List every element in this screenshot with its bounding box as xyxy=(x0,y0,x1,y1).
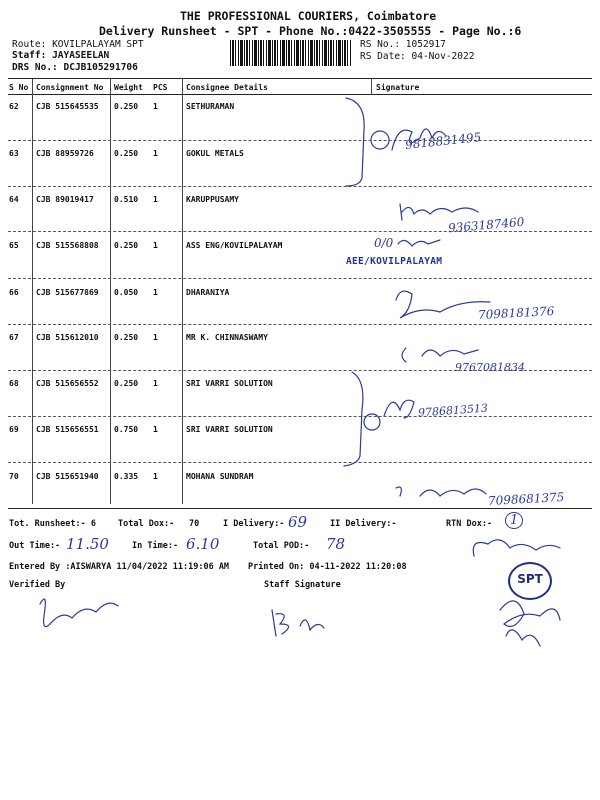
table-row xyxy=(0,379,600,425)
row-weight: 0.050 xyxy=(114,288,139,297)
row-weight: 0.250 xyxy=(114,241,139,250)
rs-no-label: RS No.: xyxy=(360,39,401,50)
row-divider xyxy=(8,140,592,141)
in-time-label: In Time:- xyxy=(132,541,179,551)
row-pcs: 1 xyxy=(153,379,158,388)
office-stamp: AEE/KOVILPALAYAM xyxy=(346,256,443,267)
row-weight: 0.250 xyxy=(114,102,139,111)
col-divider xyxy=(371,79,372,95)
table-header-rule xyxy=(8,94,592,95)
row-consignee: ASS ENG/KOVILPALAYAM xyxy=(186,241,283,250)
rs-date-value: 04-Nov-2022 xyxy=(411,51,475,62)
signature-manager-lower xyxy=(500,601,560,646)
row-consignee: GOKUL METALS xyxy=(186,149,244,158)
seal-text: SPT xyxy=(517,572,543,586)
row-weight: 0.510 xyxy=(114,195,139,204)
signature-note: 7098681375 xyxy=(487,490,565,508)
row-pcs: 1 xyxy=(153,288,158,297)
row-pcs: 1 xyxy=(153,241,158,250)
rs-no-line xyxy=(360,39,446,50)
out-time-label: Out Time:- xyxy=(9,541,61,551)
total-pod-label: Total POD:- xyxy=(253,541,310,551)
col-header-weight: Weight xyxy=(114,83,143,92)
signature-verified-by xyxy=(40,599,118,627)
route-label: Route: xyxy=(12,39,47,50)
row-divider xyxy=(8,462,592,463)
staff-signature-label: Staff Signature xyxy=(264,580,341,590)
row-consignment-no: CJB 515677869 xyxy=(36,288,99,297)
table-top-rule xyxy=(8,78,592,79)
row-pcs: 1 xyxy=(153,425,158,434)
row-consignment-no: CJB 515568808 xyxy=(36,241,99,250)
staff-line xyxy=(12,50,109,61)
row-weight: 0.750 xyxy=(114,425,139,434)
barcode xyxy=(230,40,352,66)
row-sno: 69 xyxy=(9,425,19,434)
col-header-consignment: Consignment No xyxy=(36,83,104,92)
col-header-sno: S No xyxy=(9,83,29,92)
drs-value: DCJB105291706 xyxy=(63,62,138,73)
row-sno: 65 xyxy=(9,241,19,250)
rs-date-label: RS Date: xyxy=(360,51,406,62)
i-delivery-value: 69 xyxy=(288,513,308,531)
row-weight: 0.335 xyxy=(114,472,139,481)
route-value: KOVILPALAYAM SPT xyxy=(52,39,144,50)
verified-by-label: Verified By xyxy=(9,580,66,590)
row-consignment-no: CJB 515651940 xyxy=(36,472,99,481)
signature-note: 9767081834 xyxy=(455,361,525,374)
row-sno: 67 xyxy=(9,333,19,342)
row-sno: 66 xyxy=(9,288,19,297)
row-pcs: 1 xyxy=(153,472,158,481)
entered-by: Entered By :AISWARYA 11/04/2022 11:19:06 AM xyxy=(9,562,230,572)
in-time-value: 6.10 xyxy=(186,535,220,553)
document-subtitle: Delivery Runsheet - SPT - Phone No.:0422-3505555 - Page No.:6 xyxy=(99,24,522,38)
total-pod-value: 78 xyxy=(326,535,346,553)
row-sno: 64 xyxy=(9,195,19,204)
signature-note: 7098181376 xyxy=(477,304,555,322)
signature-note: 9786813513 xyxy=(417,401,489,420)
row-divider xyxy=(8,231,592,232)
row-consignment-no: CJB 515656552 xyxy=(36,379,99,388)
table-bottom-rule xyxy=(8,508,592,509)
col-header-consignee: Consignee Details xyxy=(186,83,268,92)
row-consignment-no: CJB 515656551 xyxy=(36,425,99,434)
row-sno: 70 xyxy=(9,472,19,481)
total-dox-label: Total Dox:- xyxy=(118,519,175,529)
row-consignee: MR K. CHINNASWAMY xyxy=(186,333,268,342)
row-weight: 0.250 xyxy=(114,333,139,342)
row-weight: 0.250 xyxy=(114,379,139,388)
row-consignment-no: CJB 515612010 xyxy=(36,333,99,342)
rs-no-value: 1052917 xyxy=(405,39,446,50)
signature-note: 9363187460 xyxy=(447,214,525,236)
col-header-signature: Signature xyxy=(376,83,420,92)
i-delivery-label: I Delivery:- xyxy=(223,519,285,529)
row-consignee: SRI VARRI SOLUTION xyxy=(186,425,273,434)
row-consignment-no: CJB 515645535 xyxy=(36,102,99,111)
row-pcs: 1 xyxy=(153,149,158,158)
row-consignee: SRI VARRI SOLUTION xyxy=(186,379,273,388)
row-pcs: 1 xyxy=(153,102,158,111)
row-weight: 0.250 xyxy=(114,149,139,158)
table-row xyxy=(0,241,600,287)
signature-note: 0/0 xyxy=(374,236,394,250)
route-line xyxy=(12,39,144,50)
table-row xyxy=(0,149,600,195)
row-consignee: KARUPPUSAMY xyxy=(186,195,239,204)
row-sno: 62 xyxy=(9,102,19,111)
table-row xyxy=(0,102,600,148)
rtn-dox-value: 1 xyxy=(505,512,523,529)
tot-runsheet: Tot. Runsheet:- 6 xyxy=(9,519,96,529)
row-divider xyxy=(8,186,592,187)
row-consignee: SETHURAMAN xyxy=(186,102,235,111)
signature-staff xyxy=(272,610,324,636)
col-header-pcs: PCS xyxy=(153,83,168,92)
row-pcs: 1 xyxy=(153,195,158,204)
drs-label: DRS No.: xyxy=(12,62,58,73)
rs-date-line xyxy=(360,51,474,62)
row-sno: 63 xyxy=(9,149,19,158)
drs-line xyxy=(12,62,138,73)
total-dox-value: 70 xyxy=(189,519,200,529)
row-consignment-no: CJB 88959726 xyxy=(36,149,94,158)
row-divider xyxy=(8,416,592,417)
ii-delivery-label: II Delivery:- xyxy=(330,519,397,529)
staff-value: JAYASEELAN xyxy=(52,50,110,61)
document-title: THE PROFESSIONAL COURIERS, Coimbatore xyxy=(180,9,437,23)
row-consignee: MOHANA SUNDRAM xyxy=(186,472,254,481)
out-time-value: 11.50 xyxy=(66,535,109,553)
row-divider xyxy=(8,278,592,279)
row-pcs: 1 xyxy=(153,333,158,342)
rtn-dox-label: RTN Dox:- xyxy=(446,519,493,529)
row-sno: 68 xyxy=(9,379,19,388)
staff-label: Staff: xyxy=(12,50,47,61)
row-divider xyxy=(8,324,592,325)
signature-manager xyxy=(473,540,560,556)
printed-on: Printed On: 04-11-2022 11:20:08 xyxy=(248,562,407,572)
signature-note: 9818831495 xyxy=(404,130,482,152)
table-row xyxy=(0,425,600,471)
row-consignee: DHARANIYA xyxy=(186,288,230,297)
company-seal xyxy=(508,562,552,600)
row-consignment-no: CJB 89019417 xyxy=(36,195,94,204)
